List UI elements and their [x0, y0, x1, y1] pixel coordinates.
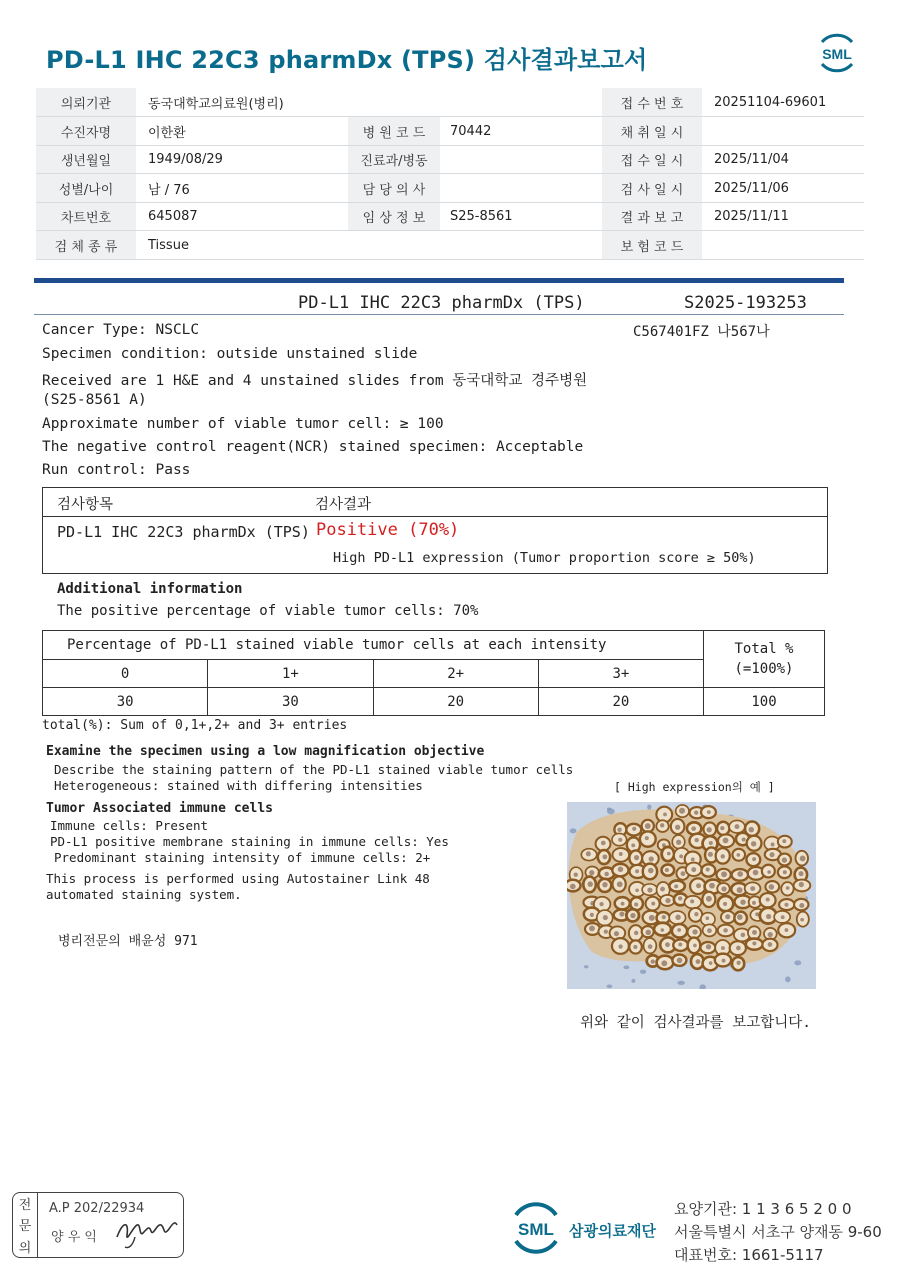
stamp-char-3: 의 — [18, 1240, 32, 1256]
doctor-label: 담 당 의 사 — [348, 174, 440, 202]
footer-logo-text: SML — [518, 1220, 554, 1239]
immune-heading: Tumor Associated immune cells — [46, 801, 273, 816]
doctor-value — [440, 174, 598, 202]
result-table — [42, 487, 828, 574]
patient-value: 이한환 — [148, 125, 186, 141]
total-header — [704, 631, 825, 688]
immune-line1: Immune cells: Present — [50, 818, 209, 833]
address: 서울특별시 서초구 양재동 9-60 — [674, 1223, 882, 1241]
institution-value: 동국대학교의료원(병리) — [148, 96, 284, 112]
insurance-value — [704, 231, 864, 259]
block-id: C567401FZ 나567나 — [633, 324, 770, 340]
receipt-date-label: 접 수 일 시 — [602, 146, 702, 173]
level-3plus: 3+ — [538, 660, 703, 688]
intensity-header: Percentage of PD-L1 stained viable tumor cells at each intensity — [43, 631, 704, 660]
collection-date-value — [704, 117, 864, 145]
department-label: 진료과/병동 — [348, 146, 440, 173]
total-header-line2: (=100%) — [734, 661, 794, 677]
pathologist-stamp — [12, 1192, 184, 1258]
result-col1-header: 검사항목 — [57, 497, 114, 513]
receipt-no-label: 접 수 번 호 — [602, 88, 702, 116]
additional-positive-pct: The positive percentage of viable tumor cells: 70% — [57, 603, 479, 619]
ihc-micrograph — [567, 802, 816, 989]
ncr-result: The negative control reagent(NCR) stained specimen: Acceptable — [42, 439, 584, 455]
exam-line2: Heterogeneous: stained with differing intensities — [54, 778, 423, 793]
ap-number: A.P 202/22934 — [49, 1201, 145, 1216]
immune-line2: PD-L1 positive membrane staining in immune cells: Yes — [50, 834, 449, 849]
total-header-line1: Total % — [734, 641, 794, 657]
dob-label: 생년월일 — [36, 146, 136, 173]
footer-sml-logo — [508, 1201, 564, 1255]
process-line2: automated staining system. — [46, 887, 242, 902]
sml-logo — [814, 30, 860, 76]
level-2plus: 2+ — [373, 660, 538, 688]
test-date-value: 2025/11/06 — [714, 180, 789, 196]
sex-age-value: 남 / 76 — [148, 182, 190, 198]
foundation-name: 삼광의료재단 — [569, 1222, 656, 1240]
logo-text: SML — [822, 46, 852, 62]
stamp-char-1: 전 — [18, 1198, 32, 1214]
viable-cells: Approximate number of viable tumor cell: ≥ 100 — [42, 416, 444, 432]
specimen-label: 검 체 종 류 — [36, 231, 136, 259]
value-0: 30 — [43, 688, 208, 716]
process-line1: This process is performed using Autostainer Link 48 — [46, 871, 430, 886]
receipt-no-value: 20251104-69601 — [714, 94, 827, 110]
level-1plus: 1+ — [208, 660, 373, 688]
report-title: PD-L1 IHC 22C3 pharmDx (TPS) 검사결과보고서 — [46, 46, 648, 74]
section-divider — [34, 278, 844, 283]
report-id: S2025-193253 — [684, 293, 807, 313]
clinical-value: S25-8561 — [450, 209, 513, 224]
pathologist: 병리전문의 배윤성 971 — [58, 934, 198, 949]
patient-info-grid — [36, 88, 864, 260]
report-date-value: 2025/11/11 — [714, 209, 789, 224]
image-caption: [ High expression의 예 ] — [614, 780, 775, 794]
received-ref: (S25-8561 A) — [42, 392, 147, 408]
hospital-code-label: 병 원 코 드 — [348, 117, 440, 145]
institution-code: 요양기관: 1 1 3 6 5 2 0 0 — [674, 1200, 852, 1218]
department-value — [440, 146, 598, 173]
title-underline — [34, 314, 844, 315]
stamp-side-label — [13, 1193, 38, 1257]
exam-line1: Describe the staining pattern of the PD-L1 stained viable tumor cells — [54, 762, 574, 777]
run-control: Run control: Pass — [42, 462, 191, 478]
cancer-type: Cancer Type: NSCLC — [42, 322, 200, 338]
chart-value: 645087 — [148, 209, 198, 224]
value-1plus: 30 — [208, 688, 373, 716]
received-slides: Received are 1 H&E and 4 unstained slides from 동국대학교 경주병원 — [42, 373, 588, 389]
result-positive: Positive (70%) — [316, 520, 460, 540]
additional-heading: Additional information — [57, 581, 243, 597]
phone: 대표번호: 1661-5117 — [674, 1246, 824, 1264]
test-date-label: 검 사 일 시 — [602, 174, 702, 202]
report-date-label: 결 과 보 고 — [602, 203, 702, 230]
stamp-char-2: 문 — [18, 1219, 32, 1235]
closing-statement: 위와 같이 검사결과를 보고합니다. — [580, 1015, 812, 1031]
dob-value: 1949/08/29 — [148, 152, 223, 167]
hospital-code-value: 70442 — [450, 123, 492, 139]
signature — [113, 1207, 181, 1251]
intensity-table — [42, 630, 825, 716]
result-interpretation: High PD-L1 expression (Tumor proportion score ≥ 50%) — [333, 550, 756, 566]
sex-age-label: 성별/나이 — [36, 174, 136, 202]
result-item: PD-L1 IHC 22C3 pharmDx (TPS) — [57, 523, 310, 541]
collection-date-label: 채 취 일 시 — [602, 117, 702, 145]
signer-name: 양 우 익 — [51, 1230, 97, 1245]
level-0: 0 — [43, 660, 208, 688]
result-col2-header: 검사결과 — [315, 497, 372, 513]
patient-label: 수진자명 — [36, 117, 136, 145]
specimen-value: Tissue — [148, 237, 189, 253]
clinical-label: 임 상 정 보 — [348, 203, 440, 230]
specimen-condition: Specimen condition: outside unstained slide — [42, 346, 418, 362]
immune-line3: Predominant staining intensity of immune cells: 2+ — [54, 850, 431, 865]
chart-label: 차트번호 — [36, 203, 136, 230]
receipt-date-value: 2025/11/04 — [714, 152, 789, 167]
institution-label: 의뢰기관 — [36, 88, 136, 116]
value-3plus: 20 — [538, 688, 703, 716]
value-2plus: 20 — [373, 688, 538, 716]
total-note: total(%): Sum of 0,1+,2+ and 3+ entries — [42, 718, 348, 733]
insurance-label: 보 험 코 드 — [602, 231, 702, 259]
test-title: PD-L1 IHC 22C3 pharmDx (TPS) — [298, 293, 585, 313]
exam-heading: Examine the specimen using a low magnification objective — [46, 744, 485, 759]
value-total: 100 — [704, 688, 825, 716]
